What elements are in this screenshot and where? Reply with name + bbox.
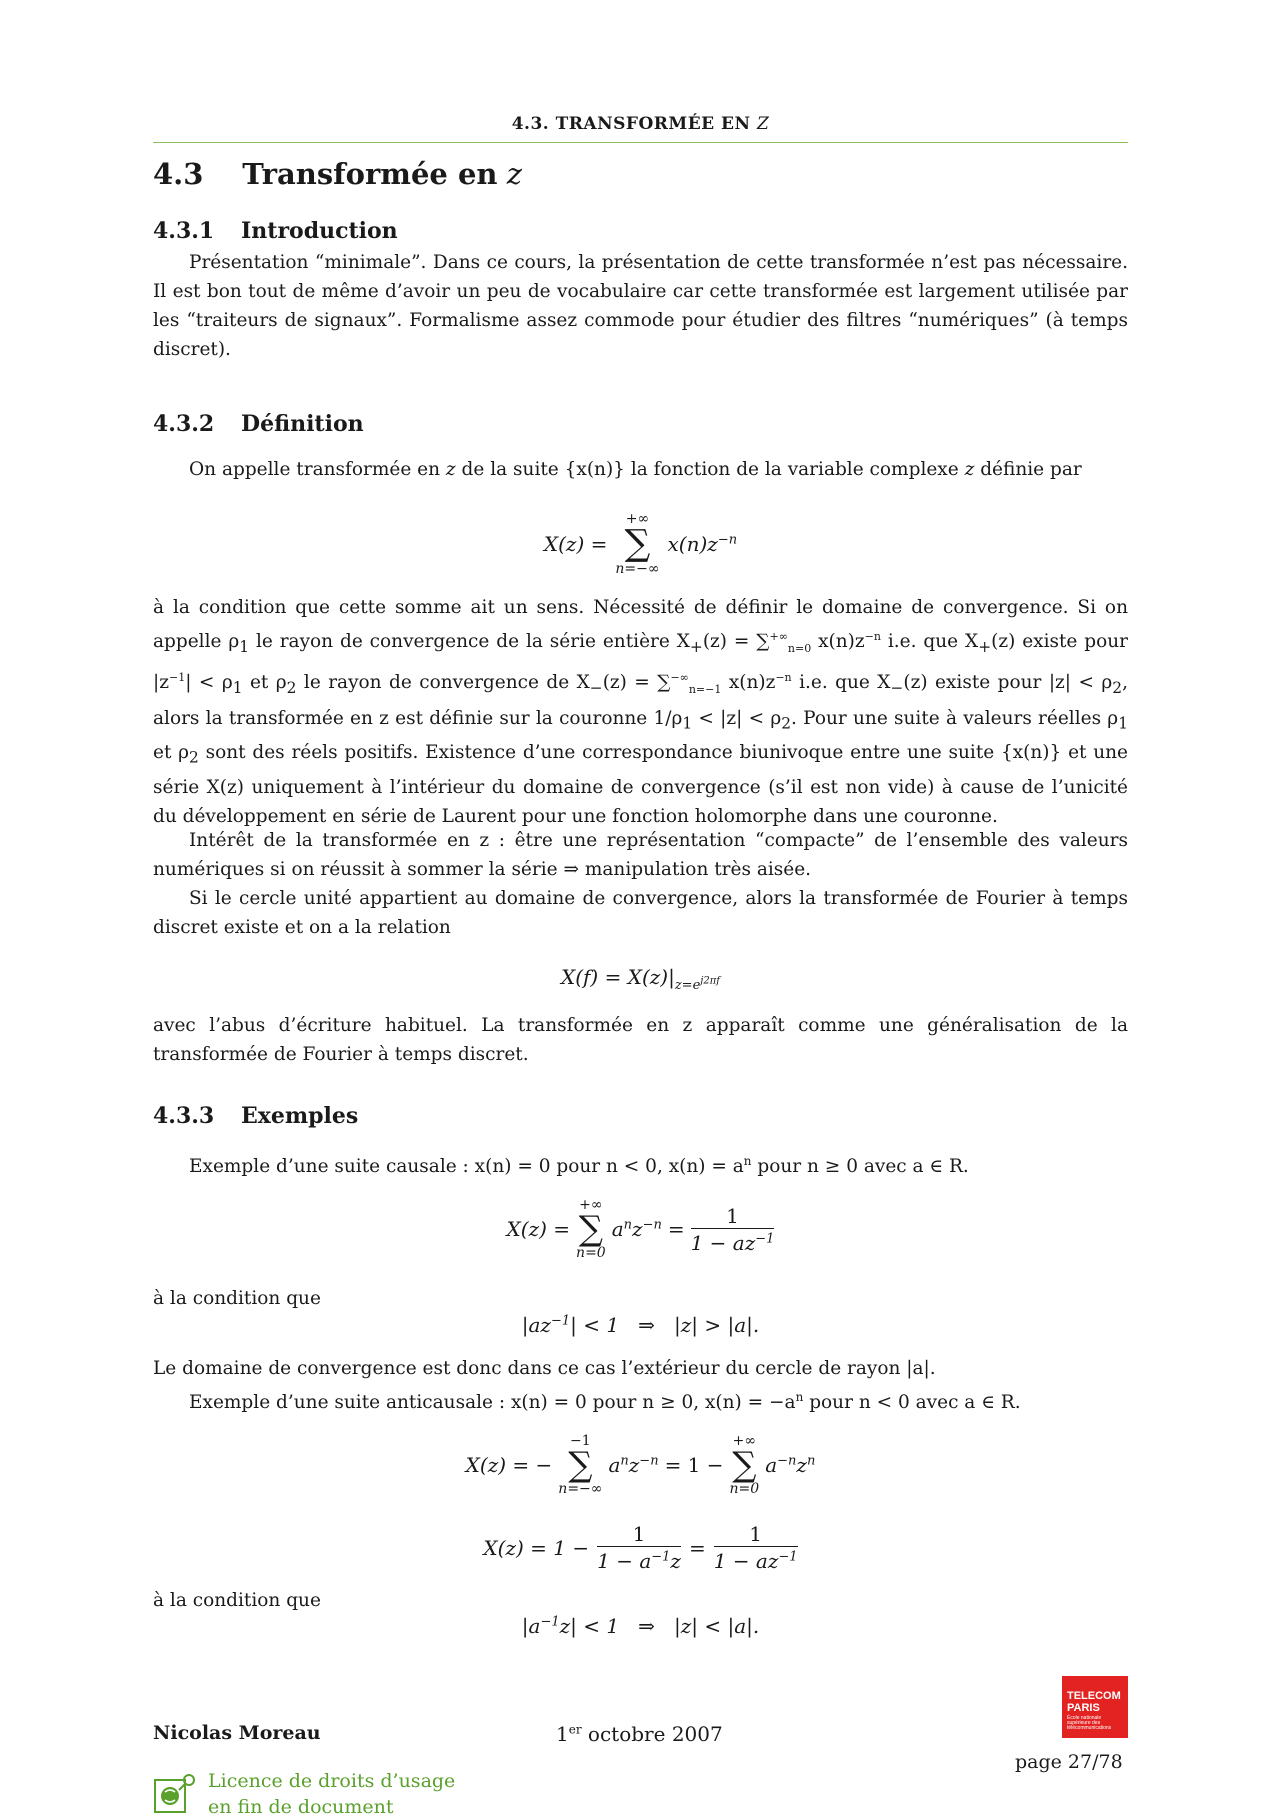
- subscript: +: [978, 637, 992, 656]
- subsection-def-title: [153, 411, 364, 437]
- date-rest: octobre 2007: [581, 1722, 723, 1746]
- text-run: définie par: [974, 459, 1082, 480]
- text-run: < |z| < ρ: [692, 707, 782, 729]
- eq-term: |az: [521, 1313, 551, 1337]
- text-run: x(n)z: [811, 631, 865, 653]
- logo-text: École nationale supérieure des télécommunications: [1067, 1715, 1112, 1731]
- eq-exponent: −1: [778, 1549, 798, 1565]
- eq-exponent: −1: [540, 1614, 560, 1630]
- subscript: 1: [1118, 714, 1128, 733]
- text-run: On appelle transformée en: [189, 459, 446, 480]
- text-run: (z) = ∑: [602, 672, 671, 693]
- example-paragraph-1: [153, 1147, 1128, 1181]
- text-run: le rayon de convergence de X: [296, 672, 590, 693]
- equation-1: [153, 512, 1128, 576]
- fraction-denominator: 1 − a: [597, 1549, 652, 1573]
- eq-exponent: −1: [651, 1549, 671, 1565]
- subscript: −: [589, 678, 603, 697]
- text-run: (z) existe pour |z| < ρ: [903, 672, 1113, 693]
- license-text[interactable]: [208, 1768, 455, 1820]
- eq-exponent: −n: [639, 1453, 659, 1469]
- eq-exponent: n: [806, 1453, 816, 1469]
- text-run: i.e. que X: [791, 672, 891, 693]
- subscript: n=0: [787, 641, 812, 655]
- logo-text: PARIS: [1067, 1702, 1100, 1714]
- eq-term: a: [611, 1217, 624, 1241]
- subsection-title: Introduction: [241, 218, 398, 244]
- eq-term: | < 1 ⇒ |z| > |a|.: [570, 1313, 760, 1337]
- eq-exponent: −1: [755, 1230, 775, 1246]
- subscript: 1: [682, 714, 693, 733]
- superscript: n: [795, 1390, 804, 1404]
- sum-upper-limit: +∞: [732, 1433, 757, 1449]
- section-title: [153, 157, 522, 191]
- subsection-title: Exemples: [241, 1103, 359, 1129]
- eq-fourier: X(f) = X(z)|: [560, 965, 675, 989]
- equation-3: [153, 1198, 1128, 1260]
- subsection-number: 4.3.3: [153, 1103, 215, 1129]
- text-run: pour n < 0 avec a ∈ R.: [803, 1392, 1021, 1414]
- eq-term: = 1 −: [664, 1453, 724, 1477]
- text-run: pour n ≥ 0 avec a ∈ R.: [751, 1156, 969, 1178]
- sum-lower-limit: n=−∞: [615, 561, 660, 577]
- equals-sign: =: [688, 1535, 706, 1560]
- definition-paragraph-2: [153, 593, 1128, 831]
- subsection-intro-title: [153, 218, 398, 244]
- text-run: le rayon de convergence de la série entière X: [249, 631, 690, 653]
- fraction-denominator: z: [670, 1549, 681, 1573]
- equation-7: [153, 1614, 1128, 1638]
- text-run: Exemple d’une suite causale : x(n) = 0 pour n < 0, x(n) = a: [189, 1156, 744, 1178]
- text-run: (z) = ∑: [702, 631, 770, 653]
- license-icon: [153, 1772, 199, 1814]
- condition-label-1: à la condition que: [153, 1288, 321, 1309]
- eq-term: a: [765, 1453, 778, 1477]
- superscript: −n: [775, 670, 792, 684]
- license-line-1[interactable]: Licence de droits d’usage: [208, 1770, 456, 1792]
- eq-term: z: [796, 1453, 807, 1477]
- subscript: 1: [232, 678, 243, 697]
- equation-2: [153, 965, 1128, 993]
- text-run: de la suite {x(n)} la fonction de la variable complexe: [455, 459, 965, 480]
- superscript: +∞: [769, 630, 788, 643]
- sum-symbol: ∑: [732, 1445, 757, 1485]
- eq-lhs: X(z) = −: [465, 1453, 553, 1477]
- text-run: sont des réels positifs. Existence d’une correspondance biunivoque entre une suite {x(n)} et une série X(z) uniquement à l’intérieur du domaine de convergence (s’il est non vide) à cause de l’unicité du développement en série de Laurent pour une fonction holomorphe dans une couronne.: [153, 742, 1129, 828]
- sum-symbol: ∑: [624, 523, 651, 564]
- superscript: n: [743, 1154, 752, 1168]
- eq-exponent: −n: [717, 532, 738, 548]
- eq-exponent: −1: [550, 1313, 571, 1329]
- section-number: 4.3: [153, 157, 204, 191]
- eq-exponent: n: [620, 1453, 629, 1469]
- eq-lhs: X(z) =: [543, 532, 608, 556]
- intro-paragraph: Présentation “minimale”. Dans ce cours, la présentation de cette transformée n’est pas nécessaire. Il est bon tout de même d’avoir un peu de vocabulaire car cette transformée est largement utilisée par les “traiteurs de signaux”. Formalisme assez commode pour étudier des filtres “numériques” (à temps discret).: [153, 252, 1128, 360]
- eq-term: a: [608, 1453, 621, 1477]
- superscript: −1: [168, 670, 186, 684]
- eq-term: z| < 1 ⇒ |z| < |a|.: [559, 1614, 760, 1638]
- eq-exponent: −n: [642, 1217, 662, 1233]
- fraction-numerator: 1: [632, 1522, 646, 1546]
- license-line-2[interactable]: en fin de document: [208, 1796, 394, 1818]
- sum-upper-limit: −1: [570, 1433, 591, 1449]
- sum-symbol: ∑: [568, 1445, 593, 1485]
- text-run: , alors la transformée en z est définie sur la couronne 1/ρ: [153, 672, 1128, 729]
- subscript: 2: [286, 678, 297, 697]
- sum-lower-limit: n=−∞: [558, 1481, 603, 1497]
- eq-lhs: X(z) =: [506, 1217, 571, 1241]
- running-header-title: 4.3. TRANSFORMÉE EN: [511, 114, 751, 134]
- eq-term: |a: [521, 1614, 541, 1638]
- equation-6: [153, 1522, 1128, 1573]
- fraction-denominator: 1 − az: [713, 1549, 779, 1573]
- definition-paragraph-1: On appelle transformée en z de la suite {x(n)} la fonction de la variable complexe z définie par: [189, 459, 1082, 480]
- eq-fourier-sub: [674, 975, 721, 993]
- text-run: i.e. que X: [880, 631, 979, 653]
- subsection-number: 4.3.2: [153, 411, 215, 437]
- text-run: | < ρ: [185, 672, 233, 693]
- text-run: x(n)z: [721, 672, 776, 693]
- telecom-paris-logo: [1062, 1676, 1128, 1738]
- superscript: −n: [864, 630, 881, 643]
- eq-lhs: X(z) = 1 −: [483, 1535, 590, 1560]
- subscript: n=−1: [688, 682, 722, 696]
- subsection-title: Définition: [241, 411, 364, 437]
- definition-paragraph-3: Intérêt de la transformée en z : être une représentation “compacte” de l’ensemble des valeurs numériques si on réussit à sommer la série ⇒ manipulation très aisée.: [153, 830, 1128, 880]
- subsection-number: 4.3.1: [153, 218, 215, 244]
- superscript: −∞: [670, 670, 689, 684]
- footer-author: Nicolas Moreau: [153, 1722, 321, 1744]
- equation-5: [153, 1434, 1128, 1496]
- logo-text: TELECOM: [1067, 1690, 1121, 1702]
- subscript: +: [689, 637, 703, 656]
- text-run: et ρ: [153, 742, 190, 764]
- section-title-var: z: [506, 157, 522, 191]
- eq-term: z: [632, 1217, 643, 1241]
- eq-exponent: −n: [777, 1453, 797, 1469]
- fraction-numerator: 1: [726, 1203, 739, 1228]
- section-title-text: Transformée en: [242, 157, 498, 191]
- date-num: 1: [556, 1722, 569, 1746]
- subscript: 2: [781, 714, 792, 733]
- eq-term: z: [628, 1453, 640, 1477]
- text-run: et ρ: [242, 672, 287, 693]
- definition-paragraph-5: avec l’abus d’écriture habituel. La transformée en z apparaît comme une généralisation de la transformée de Fourier à temps discret.: [153, 1015, 1128, 1065]
- subscript: −: [890, 678, 904, 697]
- equals-sign: =: [667, 1217, 685, 1241]
- eq-term: x(n)z: [667, 532, 718, 556]
- subscript: 2: [1112, 678, 1123, 697]
- subsection-ex-title: [153, 1103, 358, 1129]
- sum-lower-limit: n=0: [576, 1245, 606, 1261]
- example-paragraph-2: Le domaine de convergence est donc dans ce cas l’extérieur du cercle de rayon |a|.: [153, 1358, 936, 1379]
- sum-upper-limit: +∞: [625, 511, 650, 527]
- eq-sub-exp: j2πf: [700, 975, 721, 987]
- page-number: page 27/78: [1015, 1751, 1123, 1773]
- definition-paragraph-4: Si le cercle unité appartient au domaine de convergence, alors la transformée de Fourier à temps discret existe et on a la relation: [153, 888, 1128, 938]
- subscript: 2: [189, 749, 199, 768]
- sum-symbol: ∑: [578, 1209, 604, 1249]
- eq-sub: z=e: [674, 978, 701, 993]
- equation-4: [153, 1313, 1128, 1337]
- fraction-denominator: 1 − az: [690, 1230, 756, 1255]
- fraction-numerator: 1: [749, 1522, 763, 1546]
- sum-lower-limit: n=0: [729, 1481, 760, 1497]
- date-sup: er: [568, 1722, 582, 1737]
- footer-date: [556, 1722, 723, 1746]
- text-run: Exemple d’une suite anticausale : x(n) = 0 pour n ≥ 0, x(n) = −a: [189, 1392, 796, 1414]
- text-run: . Pour une suite à valeurs réelles ρ: [791, 707, 1119, 729]
- text-run: à la condition que cette somme ait un sens. Nécessité de définir le domaine de convergence. Si on appelle ρ: [153, 597, 1128, 653]
- text-run: (z) existe pour |z: [153, 631, 1129, 693]
- subscript: 1: [239, 637, 250, 656]
- sum-upper-limit: +∞: [579, 1197, 603, 1213]
- running-header-var: Z: [756, 114, 770, 134]
- condition-label-2: à la condition que: [153, 1590, 321, 1611]
- example-paragraph-3: [153, 1383, 1128, 1417]
- header-rule: [153, 142, 1128, 143]
- running-header: [153, 114, 1128, 134]
- eq-exponent: n: [623, 1217, 633, 1233]
